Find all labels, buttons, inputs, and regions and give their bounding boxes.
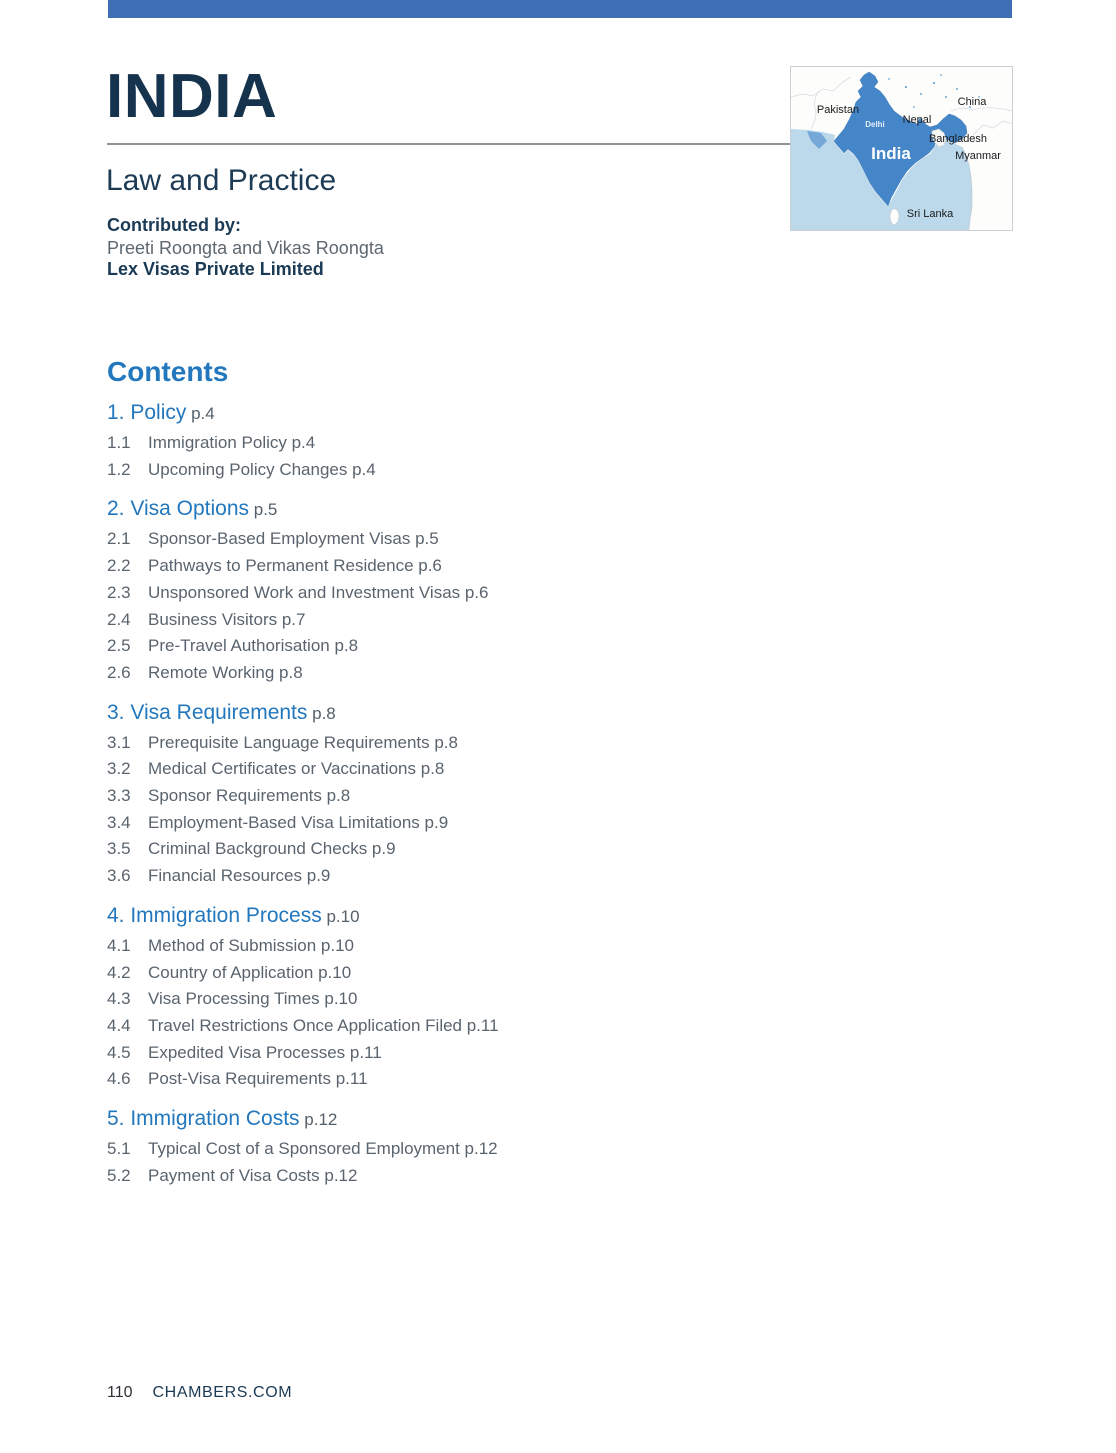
country-title: INDIA <box>106 62 278 131</box>
toc-item[interactable] <box>107 430 1012 457</box>
toc-item-title: Country of Application p.10 <box>148 962 352 982</box>
toc-item-title: Sponsor-Based Employment Visas p.5 <box>148 529 439 549</box>
toc-item-title: Criminal Background Checks p.9 <box>148 839 396 859</box>
toc-item-number: 1.1 <box>107 433 131 452</box>
toc-item[interactable] <box>107 933 1012 960</box>
toc-section-title: 4. Immigration Process <box>107 903 322 927</box>
toc-section-title: 3. Visa Requirements <box>107 700 308 724</box>
toc-item-number: 4.3 <box>107 989 131 1009</box>
map-label-sri-lanka: Sri Lanka <box>906 208 954 220</box>
toc-item-title: Payment of Visa Costs p.12 <box>148 1165 358 1185</box>
toc-item[interactable] <box>107 457 1012 484</box>
toc-item[interactable] <box>107 633 1012 660</box>
toc-item-number: 2.4 <box>107 609 131 629</box>
toc-item-number: 3.5 <box>107 839 131 859</box>
toc-item[interactable] <box>107 756 1012 783</box>
contributor-names: Preeti Roongta and Vikas Roongta <box>107 238 384 258</box>
toc-item-title: Post-Visa Requirements p.11 <box>148 1069 368 1089</box>
toc-item[interactable] <box>107 1136 1012 1163</box>
toc-item-number: 3.3 <box>107 786 131 806</box>
toc-item[interactable] <box>107 607 1012 634</box>
contents-title: Contents <box>107 356 229 387</box>
toc-section-heading[interactable] <box>107 1107 1012 1132</box>
toc-item-number: 4.1 <box>107 935 131 955</box>
toc-item[interactable] <box>107 660 1012 687</box>
map-label-myanmar: Myanmar <box>955 150 1001 162</box>
map-label-india: India <box>871 144 911 163</box>
toc-item-title: Business Visitors p.7 <box>148 609 306 629</box>
toc-item-number: 3.4 <box>107 812 131 832</box>
toc-item-title: Typical Cost of a Sponsored Employment p.12 <box>148 1139 498 1159</box>
toc-item-number: 4.5 <box>107 1042 131 1062</box>
contributed-by-label: Contributed by: <box>107 215 241 235</box>
toc-item-title: Pathways to Permanent Residence p.6 <box>148 556 442 576</box>
footer-page-number: 110 <box>107 1384 133 1401</box>
toc-item-number: 1.2 <box>107 459 131 479</box>
contents-block <box>107 357 1012 1189</box>
toc-item-title: Visa Processing Times p.10 <box>148 989 358 1009</box>
footer-site-name: CHAMBERS.COM <box>152 1384 293 1401</box>
toc-item-title: Expedited Visa Processes p.11 <box>148 1042 382 1062</box>
toc-item-title: Method of Submission p.10 <box>148 935 355 955</box>
toc-item[interactable] <box>107 960 1012 987</box>
toc-item-title: Unsponsored Work and Investment Visas p.6 <box>148 582 489 602</box>
toc-item-number: 2.6 <box>107 662 131 682</box>
page-footer <box>107 1384 292 1402</box>
toc-item[interactable] <box>107 836 1012 863</box>
toc-item-number: 4.2 <box>107 962 131 982</box>
map-label-china: China <box>957 96 987 108</box>
map-label-bangladesh: Bangladesh <box>928 133 988 145</box>
map-label-nepal: Nepal <box>902 114 932 126</box>
toc-section-heading[interactable] <box>107 497 1012 522</box>
toc-section-page-ref: p.8 <box>307 703 336 723</box>
toc-item-number: 2.3 <box>107 582 131 602</box>
toc-item-title: Financial Resources p.9 <box>148 866 331 886</box>
toc-item-number: 2.5 <box>107 636 131 656</box>
toc-section-page-ref: p.10 <box>321 906 360 926</box>
toc-item-number: 3.2 <box>107 759 131 779</box>
contributing-firm: Lex Visas Private Limited <box>107 259 324 279</box>
toc-item[interactable] <box>107 526 1012 553</box>
toc-item[interactable] <box>107 986 1012 1013</box>
toc-item-title: Prerequisite Language Requirements p.8 <box>148 732 458 752</box>
document-subtitle: Law and Practice <box>106 164 337 197</box>
toc-item-number: 3.6 <box>107 866 131 886</box>
toc-item-title: Medical Certificates or Vaccinations p.8 <box>148 759 445 779</box>
toc-section-heading[interactable] <box>107 701 1012 726</box>
toc-item[interactable] <box>107 553 1012 580</box>
toc-section-page-ref: p.4 <box>186 404 215 423</box>
toc-item-number: 5.2 <box>107 1165 131 1185</box>
toc-item-title: Upcoming Policy Changes p.4 <box>148 459 376 479</box>
toc-item[interactable] <box>107 1066 1012 1093</box>
toc-section-heading[interactable] <box>107 401 1012 426</box>
india-map <box>790 66 1013 231</box>
map-label-pakistan: Pakistan <box>816 104 860 116</box>
toc-item[interactable] <box>107 783 1012 810</box>
table-of-contents <box>107 401 1012 1189</box>
toc-item[interactable] <box>107 863 1012 890</box>
toc-item-number: 2.2 <box>107 556 131 576</box>
toc-item[interactable] <box>107 1040 1012 1067</box>
toc-item[interactable] <box>107 730 1012 757</box>
toc-item-number: 3.1 <box>107 732 131 752</box>
toc-item[interactable] <box>107 1163 1012 1190</box>
toc-item[interactable] <box>107 1013 1012 1040</box>
toc-item[interactable] <box>107 810 1012 837</box>
toc-item-number: 2.1 <box>107 529 131 549</box>
toc-section-heading[interactable] <box>107 904 1012 929</box>
accent-bar <box>108 0 1012 18</box>
toc-item-title: Immigration Policy p.4 <box>148 433 316 452</box>
toc-item-title: Sponsor Requirements p.8 <box>148 786 351 806</box>
toc-section-title: 1. Policy <box>107 401 187 424</box>
toc-section-page-ref: p.12 <box>299 1110 338 1130</box>
toc-item-title: Pre-Travel Authorisation p.8 <box>148 636 359 656</box>
map-label-delhi: Delhi <box>865 120 885 129</box>
toc-item-number: 4.4 <box>107 1015 131 1035</box>
toc-section-title: 2. Visa Options <box>107 497 250 521</box>
toc-item-number: 4.6 <box>107 1069 131 1089</box>
toc-item-number: 5.1 <box>107 1139 131 1159</box>
toc-item[interactable] <box>107 580 1012 607</box>
toc-item-title: Travel Restrictions Once Application Filed p.11 <box>148 1015 499 1035</box>
toc-section-page-ref: p.5 <box>249 500 278 520</box>
toc-section-title: 5. Immigration Costs <box>107 1107 300 1131</box>
toc-item-title: Remote Working p.8 <box>148 662 303 682</box>
toc-item-title: Employment-Based Visa Limitations p.9 <box>148 812 449 832</box>
